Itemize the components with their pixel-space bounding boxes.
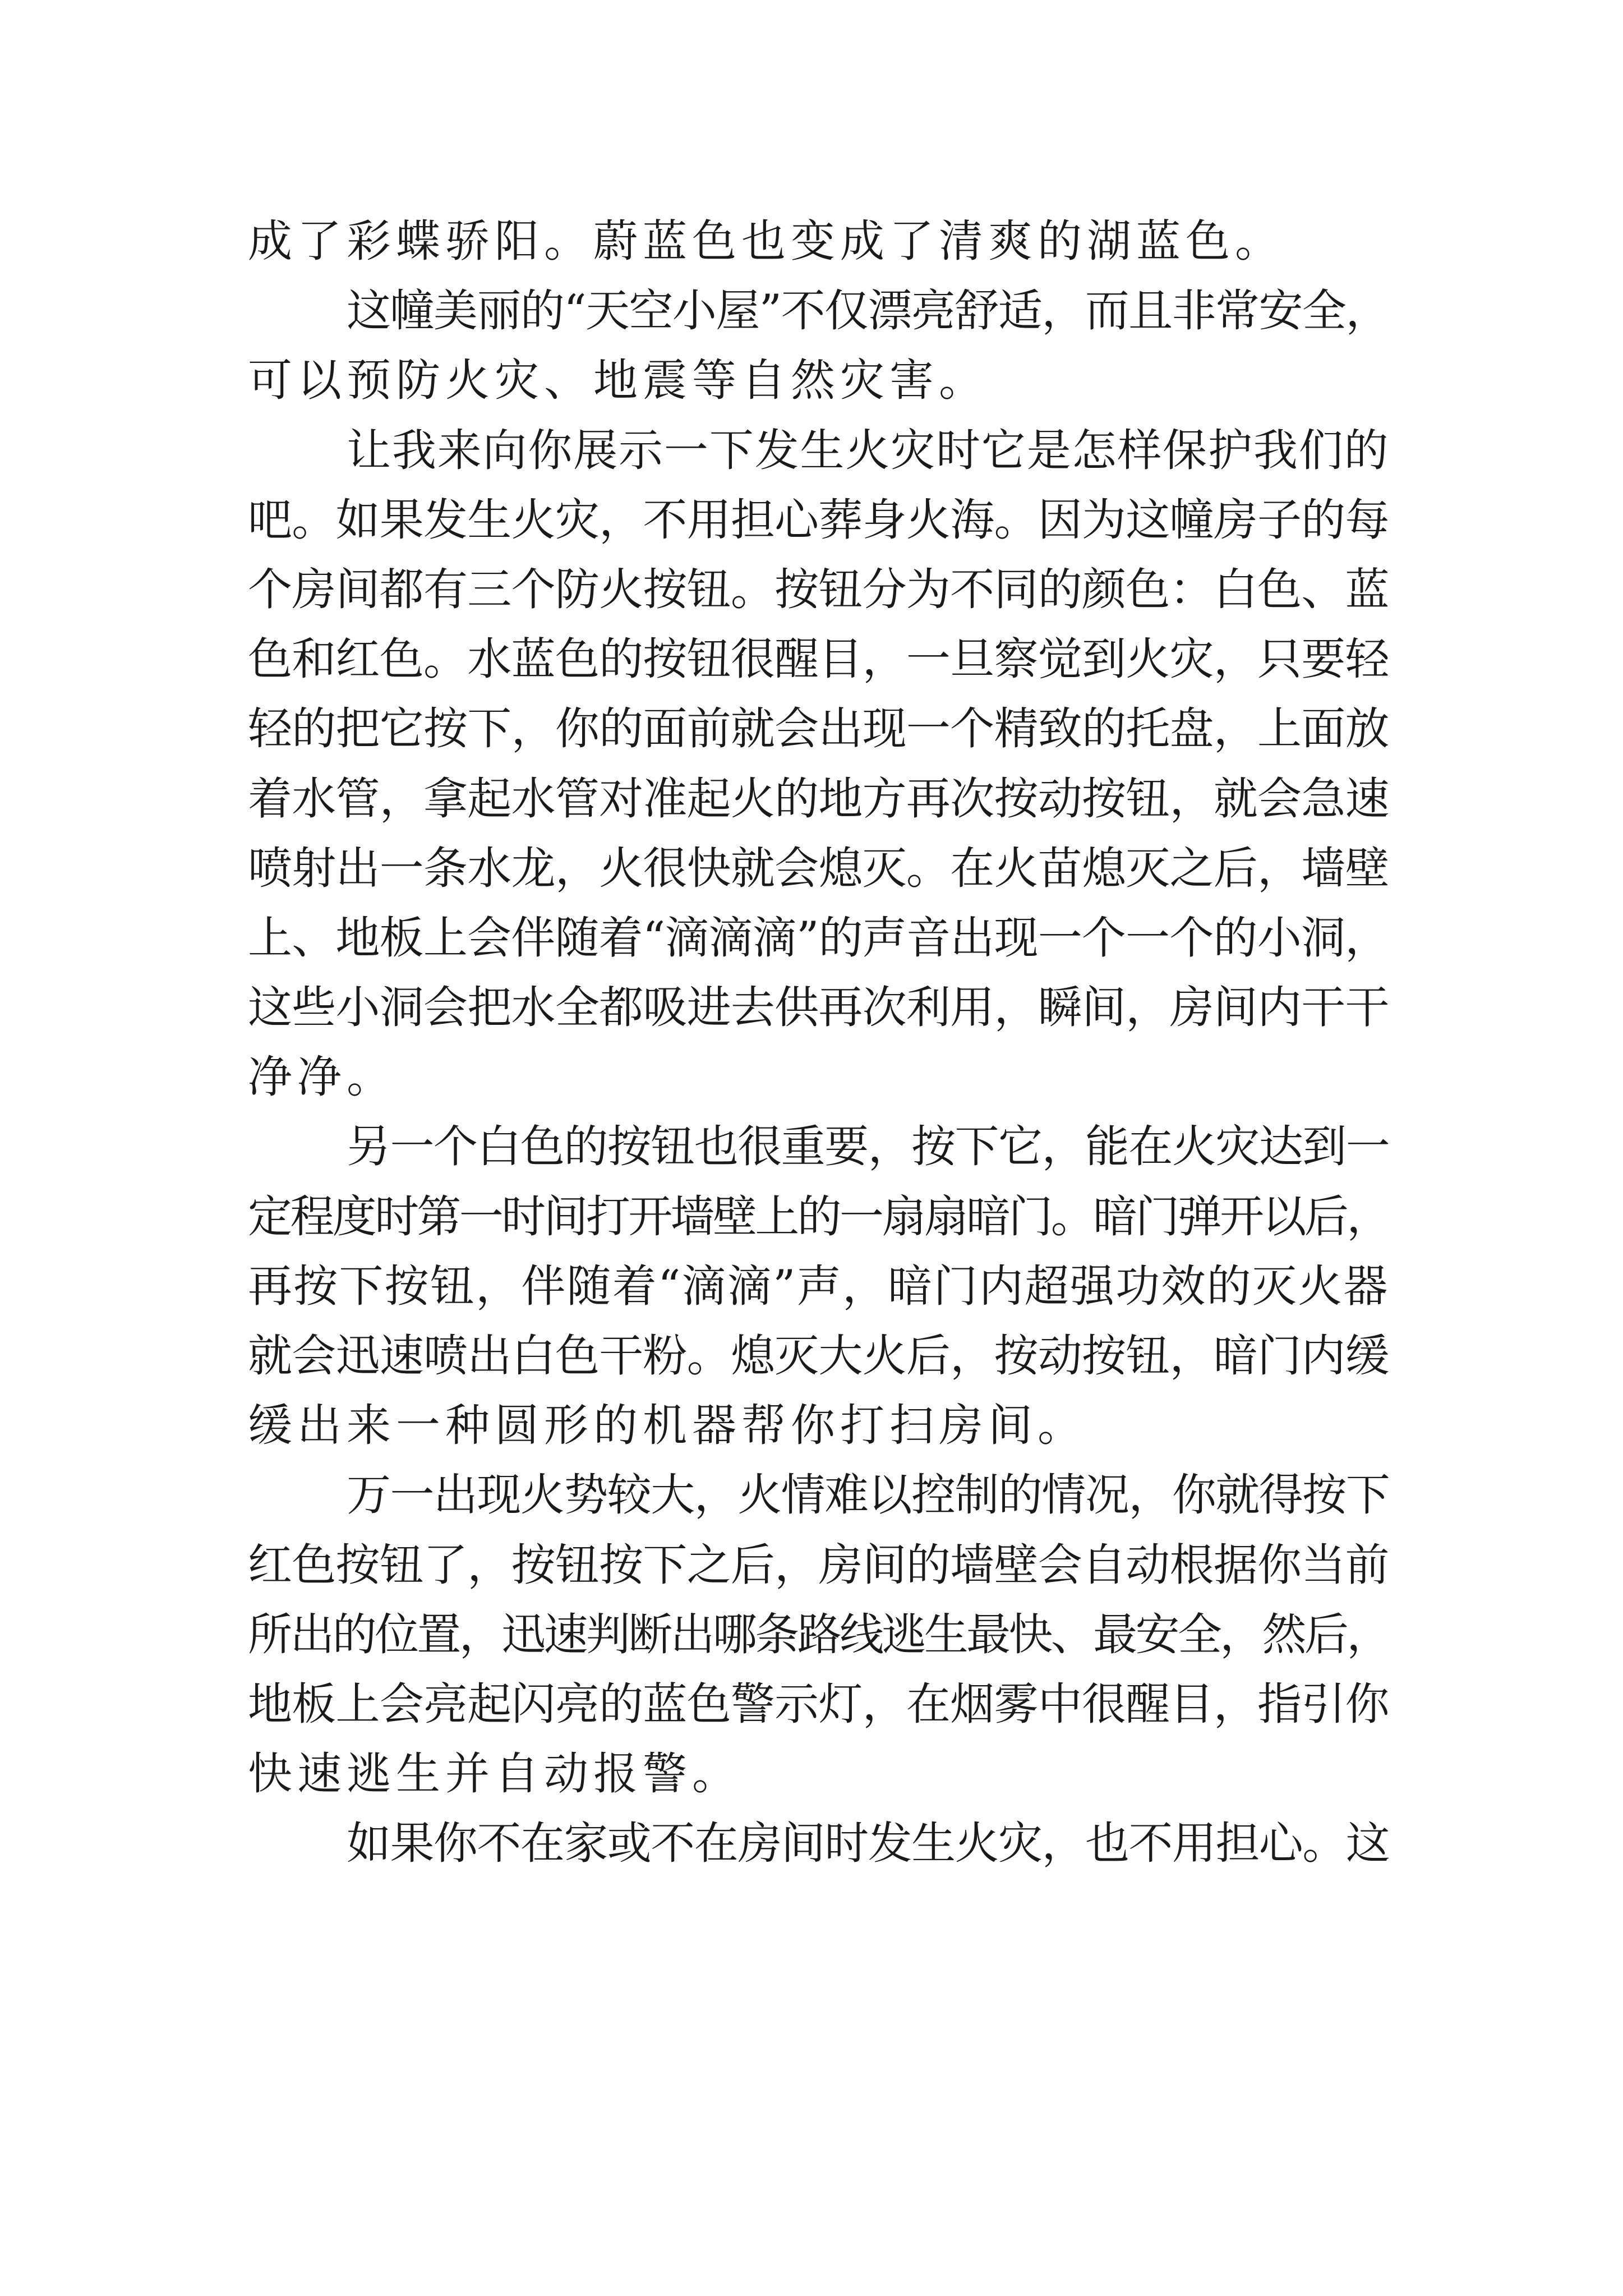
text-line: 定程度时第一时间打开墙壁上的一扇扇暗门。暗门弹开以后，: [248, 1190, 1389, 1243]
text-line: 地板上会亮起闪亮的蓝色警示灯，在烟雾中很醒目，指引你: [248, 1678, 1389, 1730]
text-line: 快速逃生并自动报警。: [248, 1748, 741, 1800]
text-line: 轻的把它按下，你的面前就会出现一个精致的托盘，上面放: [248, 703, 1389, 755]
text-line: 着水管，拿起水管对准起火的地方再次按动按钮，就会急速: [248, 772, 1389, 825]
body-text: [248, 206, 1392, 1879]
text-line: 红色按钮了，按钮按下之后，房间的墙壁会自动根据你当前: [248, 1539, 1389, 1591]
text-line: 喷射出一条水龙，火很快就会熄灭。在火苗熄灭之后，墙壁: [248, 842, 1389, 894]
text-line: 让我来向你展示一下发生火灾时它是怎样保护我们的: [347, 424, 1390, 476]
text-line: 就会迅速喷出白色干粉。熄灭大火后，按动按钮，暗门内缓: [248, 1330, 1389, 1382]
text-line: 个房间都有三个防火按钮。按钮分为不同的颜色：白色、蓝: [248, 563, 1389, 615]
text-line: 缓出来一种圆形的机器帮你打扫房间。: [248, 1400, 1087, 1452]
text-line: 净净。: [248, 1051, 396, 1103]
text-line: 这幢美丽的“天空小屋”不仅漂亮舒适，而且非常安全，: [347, 285, 1389, 337]
text-line: 所出的位置，迅速判断出哪条路线逃生最快、最安全，然后，: [248, 1608, 1389, 1660]
text-line: 上、地板上会伴随着“滴滴滴”的声音出现一个一个的小洞，: [248, 912, 1389, 964]
text-line: 如果你不在家或不在房间时发生火灾，也不用担心。这: [347, 1818, 1390, 1870]
text-line: 这些小洞会把水全都吸进去供再次利用，瞬间，房间内干干: [248, 982, 1389, 1034]
text-line: 吧。如果发生火灾，不用担心葬身火海。因为这幢房子的每: [248, 494, 1389, 546]
text-line: 可以预防火灾、地震等自然灾害。: [248, 355, 988, 407]
text-line: 色和红色。水蓝色的按钮很醒目，一旦察觉到火灾，只要轻: [248, 633, 1389, 685]
text-line: 另一个白色的按钮也很重要，按下它，能在火灾达到一: [347, 1121, 1390, 1173]
text-line: 万一出现火势较大，火情难以控制的情况，你就得按下: [347, 1469, 1390, 1521]
text-line: 再按下按钮，伴随着“滴滴”声，暗门内超强功效的灭火器: [248, 1260, 1389, 1312]
text-line: 成了彩蝶骄阳。蔚蓝色也变成了清爽的湖蓝色。: [248, 215, 1284, 267]
